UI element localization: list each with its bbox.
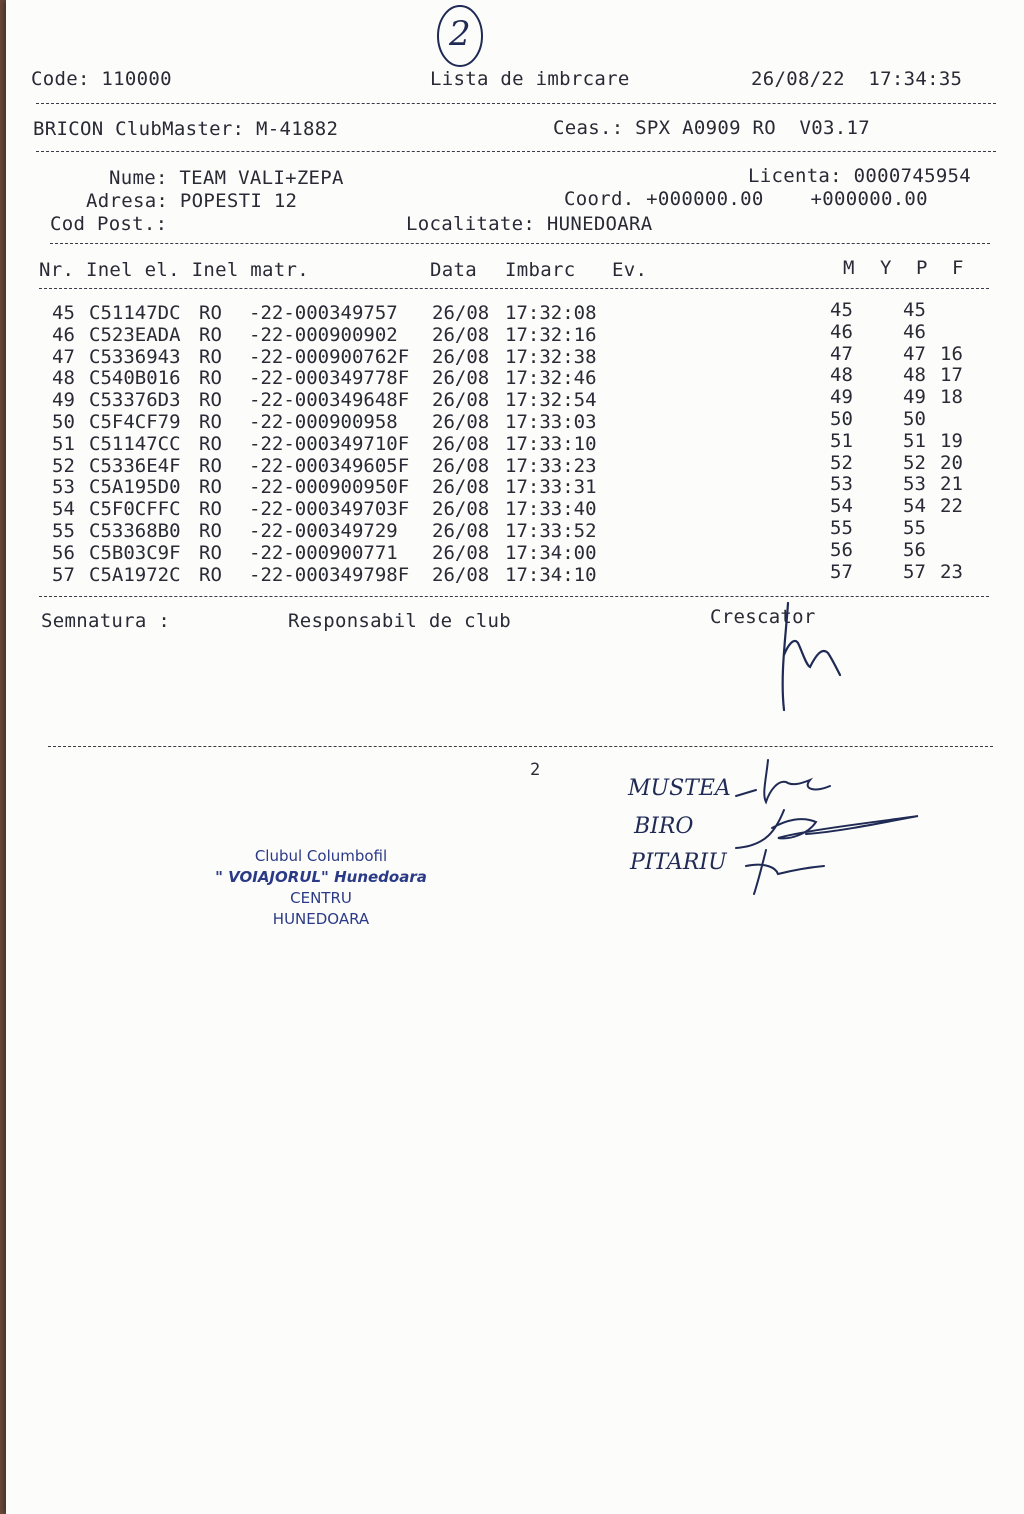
boarding-time: 17:32:54 bbox=[505, 389, 597, 412]
row-number: 55 bbox=[52, 520, 75, 542]
registration-ring-id: -22-000349798F bbox=[249, 563, 410, 586]
club-master-label: BRICON ClubMaster: M-41882 bbox=[33, 118, 339, 140]
row-number: 50 bbox=[52, 411, 75, 433]
column-m-value: 55 bbox=[830, 517, 853, 539]
divider bbox=[36, 103, 996, 104]
column-m-value: 57 bbox=[830, 560, 853, 583]
column-p-value: 49 bbox=[903, 386, 926, 409]
printout-page bbox=[6, 0, 1024, 1514]
coord-field: Coord. +000000.00 +000000.00 bbox=[564, 188, 928, 210]
column-header-m: M bbox=[843, 257, 855, 279]
registration-ring-id: -22-000349605F bbox=[249, 454, 410, 477]
column-p-value: 45 bbox=[903, 299, 926, 321]
boarding-time: 17:32:46 bbox=[505, 367, 597, 390]
column-f-value: 20 bbox=[940, 451, 963, 474]
registration-ring-id: -22-000900762F bbox=[249, 345, 410, 368]
registration-ring-id: -22-000349729 bbox=[249, 520, 398, 542]
table-row bbox=[6, 451, 1024, 477]
locality-field: Localitate: HUNEDOARA bbox=[406, 213, 653, 235]
boarding-date: 26/08 bbox=[432, 323, 490, 346]
column-f-value: 21 bbox=[940, 473, 963, 496]
boarding-time: 17:33:31 bbox=[505, 476, 597, 499]
boarding-date: 26/08 bbox=[432, 345, 490, 368]
row-number: 48 bbox=[52, 367, 75, 390]
ring-country: RO bbox=[199, 345, 222, 368]
boarding-date: 26/08 bbox=[432, 454, 490, 477]
boarding-time: 17:33:03 bbox=[505, 411, 597, 433]
column-p-value: 57 bbox=[903, 560, 926, 583]
ring-country: RO bbox=[199, 476, 222, 499]
column-f-value: 22 bbox=[940, 495, 963, 518]
stamp-line: CENTRU bbox=[290, 889, 352, 907]
boarding-date: 26/08 bbox=[432, 302, 490, 324]
registration-ring-id: -22-000900950F bbox=[249, 476, 410, 499]
handwritten-signatures bbox=[706, 750, 936, 900]
column-p-value: 51 bbox=[903, 429, 926, 452]
electronic-ring-id: C540B016 bbox=[89, 367, 181, 390]
divider bbox=[39, 288, 989, 289]
table-row bbox=[6, 386, 1024, 412]
row-number: 51 bbox=[52, 432, 75, 455]
boarding-time: 17:33:23 bbox=[505, 454, 597, 477]
table-row bbox=[6, 342, 1024, 368]
signature-label: Semnatura : bbox=[41, 610, 171, 632]
electronic-ring-id: C523EADA bbox=[89, 323, 181, 346]
row-number: 53 bbox=[52, 476, 75, 499]
boarding-date: 26/08 bbox=[432, 520, 490, 542]
registration-ring-id: -22-000349648F bbox=[249, 389, 410, 412]
column-m-value: 49 bbox=[830, 386, 853, 409]
table-row bbox=[6, 538, 1024, 564]
column-header-p: P bbox=[916, 257, 928, 279]
boarding-time: 17:33:52 bbox=[505, 520, 597, 542]
column-p-value: 47 bbox=[903, 342, 926, 365]
electronic-ring-id: C51147DC bbox=[89, 302, 181, 324]
ring-country: RO bbox=[199, 323, 222, 346]
electronic-ring-id: C5F0CFFC bbox=[89, 498, 181, 521]
handwritten-name-mustea: MUSTEA bbox=[628, 776, 731, 801]
column-p-value: 52 bbox=[903, 451, 926, 474]
boarding-date: 26/08 bbox=[432, 498, 490, 521]
column-p-value: 55 bbox=[903, 517, 926, 539]
row-number: 45 bbox=[52, 302, 75, 324]
stamp-line: " VOIAJORUL" Hunedoara bbox=[215, 868, 427, 886]
breeder-label: Crescator bbox=[710, 606, 816, 628]
postal-code-field: Cod Post.: bbox=[50, 213, 168, 235]
column-header-ev: Ev. bbox=[612, 259, 648, 281]
registration-ring-id: -22-000349778F bbox=[249, 367, 410, 390]
column-header-y: Y bbox=[880, 257, 892, 279]
ring-country: RO bbox=[199, 432, 222, 455]
column-m-value: 53 bbox=[830, 473, 853, 496]
table-row bbox=[6, 320, 1024, 346]
table-row bbox=[6, 299, 1024, 324]
club-stamp bbox=[206, 846, 436, 930]
divider bbox=[48, 746, 993, 747]
column-f-value: 19 bbox=[940, 429, 963, 452]
column-f-value: 23 bbox=[940, 560, 963, 583]
column-m-value: 45 bbox=[830, 299, 853, 321]
divider bbox=[50, 243, 990, 244]
registration-ring-id: -22-000900902 bbox=[249, 323, 398, 346]
column-p-value: 46 bbox=[903, 320, 926, 343]
document-title: Lista de imbrcare bbox=[430, 68, 630, 90]
column-m-value: 46 bbox=[830, 320, 853, 343]
boarding-time: 17:32:16 bbox=[505, 323, 597, 346]
name-field: Nume: TEAM VALI+ZEPA bbox=[109, 167, 344, 189]
boarding-time: 17:33:10 bbox=[505, 432, 597, 455]
column-m-value: 50 bbox=[830, 408, 853, 430]
electronic-ring-id: C5B03C9F bbox=[89, 541, 181, 564]
electronic-ring-id: C53368B0 bbox=[89, 520, 181, 542]
table-row bbox=[6, 429, 1024, 455]
row-number: 52 bbox=[52, 454, 75, 477]
row-number: 47 bbox=[52, 345, 75, 368]
clock-label: Ceas.: SPX A0909 RO V03.17 bbox=[553, 117, 870, 139]
row-number: 54 bbox=[52, 498, 75, 521]
electronic-ring-id: C5336943 bbox=[89, 345, 181, 368]
column-p-value: 50 bbox=[903, 408, 926, 430]
code-label: Code: 110000 bbox=[31, 68, 172, 90]
row-number: 49 bbox=[52, 389, 75, 412]
electronic-ring-id: C51147CC bbox=[89, 432, 181, 455]
divider bbox=[36, 151, 996, 152]
registration-ring-id: -22-000349710F bbox=[249, 432, 410, 455]
boarding-time: 17:34:00 bbox=[505, 541, 597, 564]
table-row bbox=[6, 473, 1024, 499]
registration-ring-id: -22-000900958 bbox=[249, 411, 398, 433]
column-m-value: 56 bbox=[830, 538, 853, 561]
license-field: Licenta: 0000745954 bbox=[748, 165, 972, 187]
electronic-ring-id: C5F4CF79 bbox=[89, 411, 181, 433]
page-marker-number: 2 bbox=[449, 14, 471, 54]
boarding-date: 26/08 bbox=[432, 476, 490, 499]
page-number: 2 bbox=[530, 760, 541, 780]
column-p-value: 56 bbox=[903, 538, 926, 561]
boarding-date: 26/08 bbox=[432, 432, 490, 455]
row-number: 56 bbox=[52, 541, 75, 564]
column-header-boarding: Imbarc bbox=[505, 259, 576, 281]
ring-country: RO bbox=[199, 563, 222, 586]
ring-country: RO bbox=[199, 302, 222, 324]
column-header-date: Data bbox=[430, 259, 477, 281]
table-row bbox=[6, 495, 1024, 521]
club-responsible-label: Responsabil de club bbox=[288, 610, 512, 632]
row-number: 57 bbox=[52, 563, 75, 586]
stamp-line: Clubul Columbofil bbox=[254, 847, 388, 865]
row-number: 46 bbox=[52, 323, 75, 346]
registration-ring-id: -22-000349757 bbox=[249, 302, 398, 324]
column-header-ids: Nr. Inel el. Inel matr. bbox=[39, 259, 309, 281]
column-p-value: 54 bbox=[903, 495, 926, 518]
column-m-value: 47 bbox=[830, 342, 853, 365]
address-field: Adresa: POPESTI 12 bbox=[86, 190, 298, 212]
column-m-value: 51 bbox=[830, 429, 853, 452]
ring-country: RO bbox=[199, 498, 222, 521]
breeder-signature bbox=[766, 595, 866, 725]
boarding-time: 17:32:08 bbox=[505, 302, 597, 324]
table-row bbox=[6, 517, 1024, 542]
column-p-value: 53 bbox=[903, 473, 926, 496]
electronic-ring-id: C5A1972C bbox=[89, 563, 181, 586]
column-m-value: 52 bbox=[830, 451, 853, 474]
handwritten-name-pitariu: PITARIU bbox=[630, 850, 727, 875]
column-f-value: 16 bbox=[940, 342, 963, 365]
column-m-value: 54 bbox=[830, 495, 853, 518]
column-f-value: 17 bbox=[940, 364, 963, 387]
table-row bbox=[6, 408, 1024, 433]
ring-country: RO bbox=[199, 454, 222, 477]
ring-country: RO bbox=[199, 541, 222, 564]
column-m-value: 48 bbox=[830, 364, 853, 387]
stamp-line: HUNEDOARA bbox=[272, 910, 370, 928]
table-row bbox=[6, 364, 1024, 390]
electronic-ring-id: C5A195D0 bbox=[89, 476, 181, 499]
boarding-date: 26/08 bbox=[432, 367, 490, 390]
boarding-date: 26/08 bbox=[432, 541, 490, 564]
boarding-date: 26/08 bbox=[432, 389, 490, 412]
boarding-time: 17:33:40 bbox=[505, 498, 597, 521]
ring-country: RO bbox=[199, 367, 222, 390]
electronic-ring-id: C53376D3 bbox=[89, 389, 181, 412]
ring-country: RO bbox=[199, 411, 222, 433]
registration-ring-id: -22-000900771 bbox=[249, 541, 398, 564]
registration-ring-id: -22-000349703F bbox=[249, 498, 410, 521]
boarding-time: 17:34:10 bbox=[505, 563, 597, 586]
column-p-value: 48 bbox=[903, 364, 926, 387]
boarding-date: 26/08 bbox=[432, 563, 490, 586]
handwritten-name-biro: BIRO bbox=[634, 814, 694, 839]
column-f-value: 18 bbox=[940, 386, 963, 409]
electronic-ring-id: C5336E4F bbox=[89, 454, 181, 477]
ring-country: RO bbox=[199, 389, 222, 412]
ring-country: RO bbox=[199, 520, 222, 542]
document-datetime: 26/08/22 17:34:35 bbox=[751, 68, 963, 90]
boarding-time: 17:32:38 bbox=[505, 345, 597, 368]
table-row bbox=[6, 560, 1024, 586]
boarding-date: 26/08 bbox=[432, 411, 490, 433]
column-header-f: F bbox=[952, 257, 964, 279]
